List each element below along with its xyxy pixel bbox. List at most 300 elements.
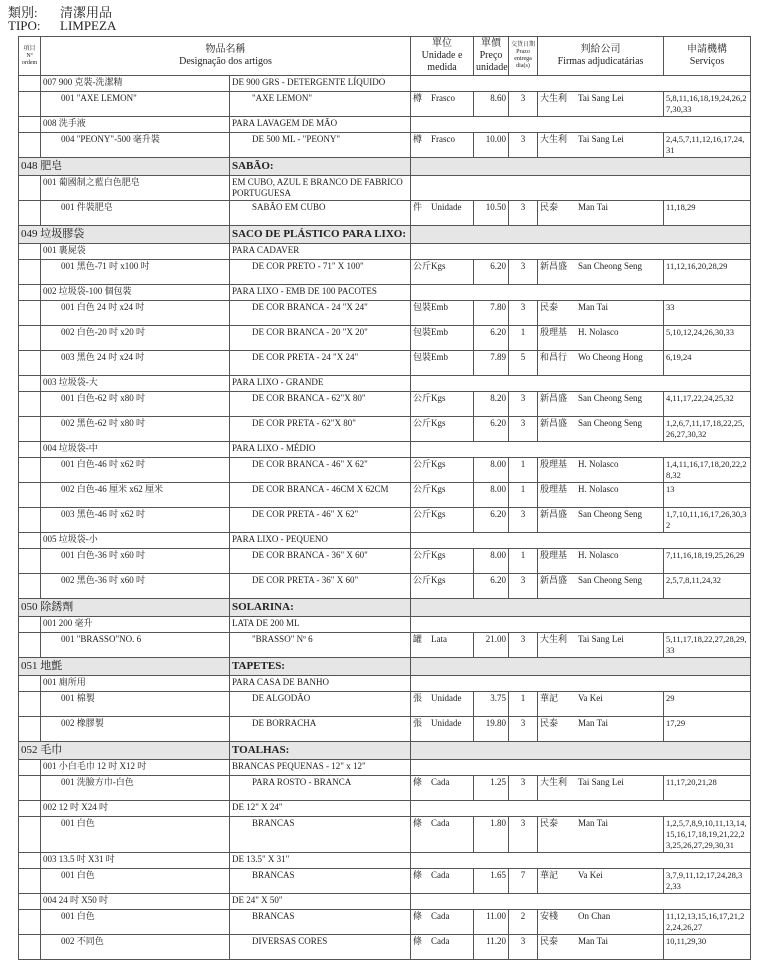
item-name: 003 黑色 24 吋 x24 吋 <box>41 351 230 376</box>
item-desc: DE COR PRETA - 36" X 60" <box>230 574 411 599</box>
group-fill <box>411 533 751 549</box>
unit-zh: 條 <box>413 777 423 787</box>
ordem-cell <box>19 692 41 717</box>
unit-pt: Kgs <box>431 550 446 560</box>
type-value: LIMPEZA <box>60 18 117 33</box>
section-name: 048 肥皂 <box>19 158 230 176</box>
firm-zh: 新昌盛 <box>540 393 568 403</box>
firm-name: H. Nolasco <box>578 550 619 560</box>
unit-zh: 公斤 <box>413 484 432 494</box>
services: 2,5,7,8,11,24,32 <box>664 574 751 599</box>
ordem-cell <box>19 676 41 692</box>
item-desc: DE COR BRANCA - 20 "X 20" <box>230 326 411 351</box>
ordem-cell <box>19 869 41 894</box>
unit-zh: 公斤 <box>413 550 432 560</box>
unit-cell <box>411 869 474 894</box>
item-name: 001 白色-62 吋 x80 吋 <box>41 392 230 417</box>
ordem-cell <box>19 92 41 117</box>
firm-name: San Cheong Seng <box>578 261 643 271</box>
unit-pt: Kgs <box>431 484 446 494</box>
firm-name: Tai Sang Lei <box>578 777 624 787</box>
firm-name: Man Tai <box>578 936 608 946</box>
section-name: 049 垃圾膠袋 <box>19 226 230 244</box>
group-fill <box>411 117 751 133</box>
services: 5,10,12,24,26,30,33 <box>664 326 751 351</box>
delivery-days: 7 <box>509 869 538 894</box>
firm-cell <box>538 326 664 351</box>
services: 7,11,16,18,19,25,26,29 <box>664 549 751 574</box>
unit-price: 8.00 <box>474 549 509 574</box>
unit-cell <box>411 549 474 574</box>
item-name: 002 黑色-62 吋 x80 吋 <box>41 417 230 442</box>
firm-cell <box>538 717 664 742</box>
firm-zh: 新昌盛 <box>540 261 568 271</box>
unit-price: 19.80 <box>474 717 509 742</box>
firm-zh: 大生利 <box>540 777 568 787</box>
unit-cell <box>411 633 474 658</box>
group-row <box>19 533 751 549</box>
section-row <box>19 599 751 617</box>
group-fill <box>411 760 751 776</box>
firm-cell <box>538 483 664 508</box>
item-desc: DE COR PRETA - 62"X 80" <box>230 417 411 442</box>
group-fill <box>411 676 751 692</box>
ordem-cell <box>19 508 41 533</box>
group-row <box>19 617 751 633</box>
item-row <box>19 326 751 351</box>
unit-pt: Kgs <box>431 418 446 428</box>
ordem-cell <box>19 392 41 417</box>
ordem-cell <box>19 442 41 458</box>
item-row <box>19 133 751 158</box>
unit-pt: Kgs <box>431 459 446 469</box>
item-desc: PARA ROSTO - BRANCA <box>230 776 411 801</box>
group-row <box>19 117 751 133</box>
group-name: 001 裹屍袋 <box>41 244 230 260</box>
section-desc: TAPETES: <box>230 658 411 676</box>
section-row <box>19 658 751 676</box>
unit-pt: Unidade <box>431 202 462 212</box>
firm-name: San Cheong Seng <box>578 575 643 585</box>
services: 2,4,5,7,11,12,16,17,24,31 <box>664 133 751 158</box>
unit-zh: 公斤 <box>413 575 432 585</box>
firm-cell <box>538 201 664 226</box>
firm-name: Tai Sang Lei <box>578 134 624 144</box>
services: 3,7,9,11,12,17,24,28,32,33 <box>664 869 751 894</box>
category-label: 類別: <box>8 5 38 20</box>
col-firm: 判給公司 Firmas adjudicatárias <box>538 37 664 76</box>
item-name: 002 橡膠製 <box>41 717 230 742</box>
group-row <box>19 760 751 776</box>
group-row <box>19 853 751 869</box>
firm-name: Man Tai <box>578 718 608 728</box>
unit-pt: Kgs <box>431 575 446 585</box>
unit-pt: Emb <box>431 352 449 362</box>
ordem-cell <box>19 549 41 574</box>
firm-zh: 大生利 <box>540 134 568 144</box>
type-line <box>8 18 116 34</box>
item-name: 001 "BRASSO"NO. 6 <box>41 633 230 658</box>
group-desc: PARA LIXO - PEQUENO <box>230 533 411 549</box>
unit-pt: Cada <box>431 936 450 946</box>
firm-name: San Cheong Seng <box>578 393 643 403</box>
group-desc: PARA LIXO - GRANDE <box>230 376 411 392</box>
delivery-days: 2 <box>509 910 538 935</box>
delivery-days: 3 <box>509 717 538 742</box>
unit-cell <box>411 326 474 351</box>
unit-pt: Emb <box>431 327 449 337</box>
unit-zh: 公斤 <box>413 418 432 428</box>
services: 1,2,5,7,8,9,10,11,13,14,15,16,17,18,19,21,22,23,25,26,27,29,30,31 <box>664 817 751 853</box>
unit-pt: Cada <box>431 818 450 828</box>
unit-price: 10.00 <box>474 133 509 158</box>
unit-cell <box>411 910 474 935</box>
ordem-cell <box>19 376 41 392</box>
group-fill <box>411 285 751 301</box>
delivery-days: 5 <box>509 351 538 376</box>
item-name: 001 洗臉方巾-白色 <box>41 776 230 801</box>
unit-cell <box>411 92 474 117</box>
group-name: 004 24 吋 X50 吋 <box>41 894 230 910</box>
item-row <box>19 301 751 326</box>
firm-zh: 大生利 <box>540 93 568 103</box>
services: 13 <box>664 483 751 508</box>
ordem-cell <box>19 117 41 133</box>
delivery-days: 3 <box>509 935 538 960</box>
group-desc: DE 12" X 24" <box>230 801 411 817</box>
firm-zh: 和昌行 <box>540 352 568 362</box>
group-desc: EM CUBO, AZUL E BRANCO DE FABRICO PORTUGUESA <box>230 176 411 201</box>
services: 11,12,16,20,28,29 <box>664 260 751 285</box>
group-name: 002 12 吋 X24 吋 <box>41 801 230 817</box>
unit-pt: Unidade <box>431 693 462 703</box>
item-desc: DE ALGODÃO <box>230 692 411 717</box>
item-name: 002 白色-20 吋 x20 吋 <box>41 326 230 351</box>
firm-zh: 殷理基 <box>540 459 568 469</box>
ordem-cell <box>19 776 41 801</box>
services: 1,4,11,16,17,18,20,22,28,32 <box>664 458 751 483</box>
group-name: 002 垃圾袋-100 個包裝 <box>41 285 230 301</box>
section-fill <box>411 226 751 244</box>
firm-name: H. Nolasco <box>578 459 619 469</box>
item-name: 001 黑色-71 吋 x100 吋 <box>41 260 230 285</box>
section-name: 052 毛巾 <box>19 742 230 760</box>
firm-zh: 華記 <box>540 693 559 703</box>
delivery-days: 3 <box>509 633 538 658</box>
section-row <box>19 226 751 244</box>
firm-name: Man Tai <box>578 302 608 312</box>
item-desc: DE COR PRETA - 46" X 62" <box>230 508 411 533</box>
item-row <box>19 817 751 853</box>
services: 6,19,24 <box>664 351 751 376</box>
unit-zh: 條 <box>413 870 423 880</box>
unit-cell <box>411 351 474 376</box>
unit-cell <box>411 508 474 533</box>
section-row <box>19 742 751 760</box>
firm-name: San Cheong Seng <box>578 418 643 428</box>
unit-price: 7.89 <box>474 351 509 376</box>
item-name: 001 件裝肥皂 <box>41 201 230 226</box>
firm-name: Man Tai <box>578 818 608 828</box>
item-name: 001 白色-46 吋 x62 吋 <box>41 458 230 483</box>
firm-cell <box>538 260 664 285</box>
delivery-days: 3 <box>509 776 538 801</box>
group-name: 001 葡國制之藍白色肥皂 <box>41 176 230 201</box>
group-row <box>19 442 751 458</box>
ordem-cell <box>19 717 41 742</box>
section-name: 051 地氈 <box>19 658 230 676</box>
delivery-days: 3 <box>509 92 538 117</box>
delivery-days: 1 <box>509 483 538 508</box>
item-row <box>19 549 751 574</box>
firm-zh: 殷理基 <box>540 550 568 560</box>
group-fill <box>411 176 751 201</box>
price-list-table <box>18 36 751 960</box>
firm-zh: 民泰 <box>540 202 559 212</box>
section-name: 050 除銹劑 <box>19 599 230 617</box>
firm-cell <box>538 574 664 599</box>
item-row <box>19 508 751 533</box>
firm-cell <box>538 417 664 442</box>
group-name: 003 13.5 吋 X31 吋 <box>41 853 230 869</box>
unit-price: 11.20 <box>474 935 509 960</box>
group-row <box>19 676 751 692</box>
unit-zh: 公斤 <box>413 459 432 469</box>
item-name: 001 白色-36 吋 x60 吋 <box>41 549 230 574</box>
firm-name: Va Kei <box>578 693 603 703</box>
col-services: 申請機構 Serviços <box>664 37 751 76</box>
delivery-days: 1 <box>509 549 538 574</box>
group-row <box>19 176 751 201</box>
item-row <box>19 935 751 960</box>
firm-name: San Cheong Seng <box>578 509 643 519</box>
unit-cell <box>411 817 474 853</box>
unit-cell <box>411 301 474 326</box>
section-fill <box>411 658 751 676</box>
services: 10,11,29,30 <box>664 935 751 960</box>
item-name: 001 白色 <box>41 817 230 853</box>
unit-cell <box>411 483 474 508</box>
delivery-days: 3 <box>509 201 538 226</box>
item-name: 004 "PEONY"-500 毫升裝 <box>41 133 230 158</box>
item-name: 001 棉製 <box>41 692 230 717</box>
group-row <box>19 285 751 301</box>
item-name: 002 白色-46 厘米 x62 厘米 <box>41 483 230 508</box>
col-price: 單價 Preço unidade <box>474 37 509 76</box>
group-desc: PARA LIXO - MÉDIO <box>230 442 411 458</box>
group-desc: PARA CASA DE BANHO <box>230 676 411 692</box>
unit-price: 6.20 <box>474 574 509 599</box>
firm-zh: 民泰 <box>540 818 559 828</box>
item-name: 001 白色 24 吋 x24 吋 <box>41 301 230 326</box>
section-desc: SACO DE PLÁSTICO PARA LIXO: <box>230 226 411 244</box>
unit-zh: 條 <box>413 818 423 828</box>
firm-zh: 新昌盛 <box>540 575 568 585</box>
firm-zh: 大生利 <box>540 634 568 644</box>
services: 5,11,17,18,22,27,28,29,33 <box>664 633 751 658</box>
unit-zh: 罐 <box>413 634 423 644</box>
group-desc: BRANCAS PEQUENAS - 12" x 12" <box>230 760 411 776</box>
group-fill <box>411 617 751 633</box>
section-fill <box>411 599 751 617</box>
item-desc: DE COR BRANCA - 62"X 80" <box>230 392 411 417</box>
firm-cell <box>538 458 664 483</box>
unit-price: 11.00 <box>474 910 509 935</box>
unit-zh: 公斤 <box>413 393 432 403</box>
unit-zh: 條 <box>413 936 423 946</box>
firm-cell <box>538 776 664 801</box>
item-desc: DE BORRACHA <box>230 717 411 742</box>
services: 33 <box>664 301 751 326</box>
unit-price: 8.20 <box>474 392 509 417</box>
firm-name: Tai Sang Lei <box>578 93 624 103</box>
unit-zh: 樽 <box>413 93 423 103</box>
unit-pt: Frasco <box>431 134 456 144</box>
item-row <box>19 717 751 742</box>
unit-cell <box>411 417 474 442</box>
section-fill <box>411 158 751 176</box>
group-row <box>19 894 751 910</box>
group-desc: PARA CADAVER <box>230 244 411 260</box>
firm-cell <box>538 92 664 117</box>
group-name: 008 洗手液 <box>41 117 230 133</box>
firm-cell <box>538 633 664 658</box>
firm-cell <box>538 817 664 853</box>
unit-pt: Emb <box>431 302 449 312</box>
item-name: 003 黑色-46 吋 x62 吋 <box>41 508 230 533</box>
unit-price: 3.75 <box>474 692 509 717</box>
firm-cell <box>538 508 664 533</box>
section-desc: SABÃO: <box>230 158 411 176</box>
group-row <box>19 76 751 92</box>
group-fill <box>411 244 751 260</box>
group-desc: DE 13.5" X 31" <box>230 853 411 869</box>
ordem-cell <box>19 260 41 285</box>
ordem-cell <box>19 285 41 301</box>
item-row <box>19 260 751 285</box>
unit-pt: Frasco <box>431 93 456 103</box>
category-value: 清潔用品 <box>60 5 113 20</box>
services: 11,18,29 <box>664 201 751 226</box>
services: 17,29 <box>664 717 751 742</box>
unit-cell <box>411 392 474 417</box>
firm-name: Man Tai <box>578 202 608 212</box>
ordem-cell <box>19 417 41 442</box>
services: 11,12,13,15,16,17,21,22,24,26,27 <box>664 910 751 935</box>
unit-price: 8.60 <box>474 92 509 117</box>
group-name: 007 900 克裝-洗潔精 <box>41 76 230 92</box>
group-desc: LATA DE 200 ML <box>230 617 411 633</box>
ordem-cell <box>19 853 41 869</box>
section-desc: SOLARINA: <box>230 599 411 617</box>
firm-name: Va Kei <box>578 870 603 880</box>
unit-cell <box>411 935 474 960</box>
services: 4,11,17,22,24,25,32 <box>664 392 751 417</box>
section-fill <box>411 742 751 760</box>
firm-zh: 殷理基 <box>540 327 568 337</box>
item-row <box>19 483 751 508</box>
unit-pt: Cada <box>431 911 450 921</box>
item-desc: "AXE LEMON" <box>230 92 411 117</box>
firm-name: H. Nolasco <box>578 484 619 494</box>
unit-zh: 樽 <box>413 134 423 144</box>
group-fill <box>411 442 751 458</box>
delivery-days: 3 <box>509 260 538 285</box>
item-row <box>19 633 751 658</box>
section-desc: TOALHAS: <box>230 742 411 760</box>
firm-zh: 殷理基 <box>540 484 568 494</box>
delivery-days: 1 <box>509 326 538 351</box>
unit-price: 6.20 <box>474 326 509 351</box>
unit-price: 7.80 <box>474 301 509 326</box>
group-fill <box>411 801 751 817</box>
ordem-cell <box>19 894 41 910</box>
item-row <box>19 351 751 376</box>
item-row <box>19 692 751 717</box>
item-desc: DE COR BRANCA - 46" X 62" <box>230 458 411 483</box>
firm-name: On Chan <box>578 911 611 921</box>
item-desc: DE COR PRETO - 71" X 100" <box>230 260 411 285</box>
group-desc: DE 24" X 50" <box>230 894 411 910</box>
services: 1,2,6,7,11,17,18,22,25,26,27,30,32 <box>664 417 751 442</box>
section-row <box>19 158 751 176</box>
firm-zh: 民泰 <box>540 936 559 946</box>
ordem-cell <box>19 201 41 226</box>
unit-zh: 包裝 <box>413 327 432 337</box>
unit-pt: Kgs <box>431 261 446 271</box>
unit-cell <box>411 692 474 717</box>
ordem-cell <box>19 76 41 92</box>
ordem-cell <box>19 351 41 376</box>
firm-zh: 新昌盛 <box>540 418 568 428</box>
group-name: 001 200 毫升 <box>41 617 230 633</box>
unit-pt: Kgs <box>431 509 446 519</box>
services: 1,7,10,11,16,17,26,30,32 <box>664 508 751 533</box>
ordem-cell <box>19 910 41 935</box>
firm-cell <box>538 392 664 417</box>
group-fill <box>411 376 751 392</box>
firm-zh: 民泰 <box>540 718 559 728</box>
group-desc: DE 900 GRS - DETERGENTE LÍQUIDO <box>230 76 411 92</box>
firm-name: Tai Sang Lei <box>578 634 624 644</box>
delivery-days: 3 <box>509 508 538 533</box>
item-row <box>19 869 751 894</box>
unit-zh: 張 <box>413 693 423 703</box>
firm-zh: 新昌盛 <box>540 509 568 519</box>
delivery-days: 3 <box>509 417 538 442</box>
group-name: 001 廁所用 <box>41 676 230 692</box>
group-name: 005 垃圾袋-小 <box>41 533 230 549</box>
item-name: 001 "AXE LEMON" <box>41 92 230 117</box>
unit-price: 1.25 <box>474 776 509 801</box>
unit-pt: Cada <box>431 870 450 880</box>
group-fill <box>411 853 751 869</box>
item-desc: DE COR BRANCA - 46CM X 62CM <box>230 483 411 508</box>
col-name: 物品名稱 Designação dos artigos <box>41 37 411 76</box>
group-row <box>19 376 751 392</box>
ordem-cell <box>19 633 41 658</box>
item-desc: BRANCAS <box>230 817 411 853</box>
unit-cell <box>411 458 474 483</box>
unit-zh: 件 <box>413 202 423 212</box>
item-desc: DE 500 ML - "PEONY" <box>230 133 411 158</box>
unit-cell <box>411 201 474 226</box>
ordem-cell <box>19 483 41 508</box>
item-name: 001 白色 <box>41 869 230 894</box>
unit-cell <box>411 574 474 599</box>
group-row <box>19 244 751 260</box>
firm-zh: 民泰 <box>540 302 559 312</box>
